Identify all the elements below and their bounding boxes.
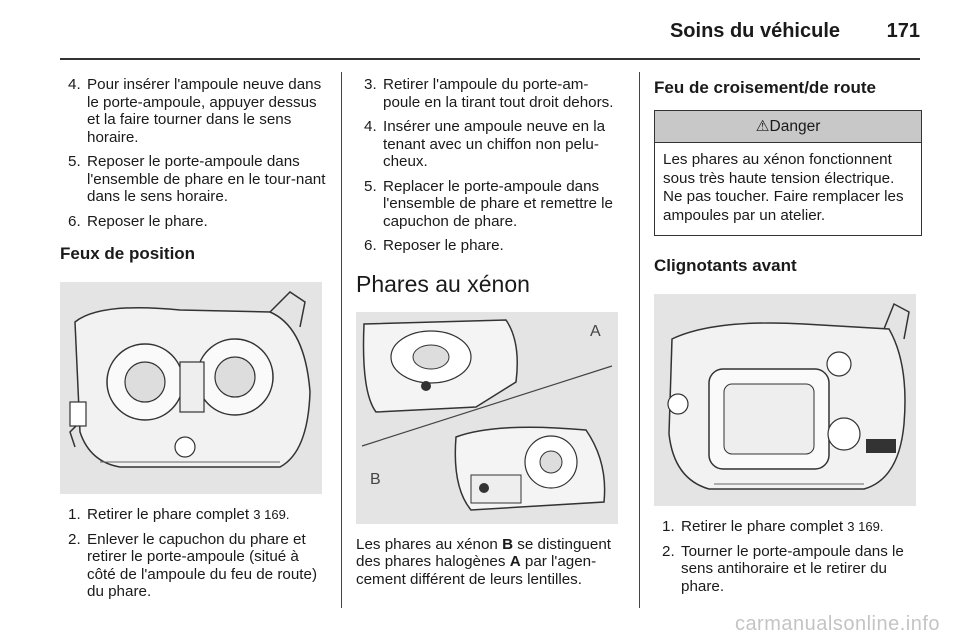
headlamp-rear-figure bbox=[60, 282, 322, 494]
list-item: 6. Reposer le phare. bbox=[68, 212, 208, 230]
list-item: 5. Reposer le porte-ampoule dans l'ensemble de phare en le tour-nant dans le sens horaire. bbox=[68, 153, 326, 205]
list-item: 3. Retirer l'ampoule du porte-am-poule en la tirant tout droit dehors. bbox=[364, 76, 614, 111]
page-number: 171 bbox=[886, 20, 920, 42]
watermark: carmanualsonline.info bbox=[734, 613, 940, 635]
steps-list-top bbox=[60, 76, 328, 230]
chapter-title: Soins du véhicule bbox=[669, 20, 840, 42]
label-a: A bbox=[590, 322, 601, 340]
list-item: 4. Pour insérer l'ampoule neuve dans le porte-ampoule, appuyer dessus et la faire tourner dans le sens horaire. bbox=[68, 76, 322, 146]
list-item: 2. Enlever le capuchon du phare et retirer le porte-ampoule (situé à côté de l'ampoule du feu de route) du phare. bbox=[68, 530, 318, 600]
column-1 bbox=[60, 76, 328, 608]
xenon-vs-halogen-figure bbox=[356, 312, 618, 524]
list-item: 5. Replacer le porte-ampoule dans l'ensemble de phare et remettre le capuchon de phare. bbox=[364, 177, 613, 230]
xenon-description: Les phares au xénon B se distinguent des phares halogènes A par l'agen-cement différent de leurs lentilles. bbox=[356, 535, 611, 588]
danger-text: Les phares au xénon fonctionnent sous très haute tension électrique. Ne pas toucher. Faire remplacer les ampoules par un atelier. bbox=[663, 151, 904, 224]
column-divider-1 bbox=[341, 72, 342, 608]
steps-list bbox=[356, 76, 624, 255]
front-indicator-illustration bbox=[654, 294, 916, 506]
section-heading-front-indicators: Clignotants avant bbox=[654, 256, 797, 275]
page-reference[interactable]: 3 169. bbox=[847, 519, 884, 534]
xenon-comparison-illustration bbox=[356, 312, 618, 524]
column-3 bbox=[654, 76, 922, 602]
danger-title: Danger bbox=[769, 118, 821, 135]
warning-triangle-icon: ⚠ bbox=[755, 118, 770, 135]
column-2 bbox=[356, 76, 624, 588]
steps-list-bottom bbox=[60, 506, 328, 601]
list-item: 4. Insérer une ampoule neuve en la tenant avec un chiffon non pelu-cheux. bbox=[364, 118, 606, 170]
section-heading-low-high-beam: Feu de croisement/de route bbox=[654, 78, 876, 97]
danger-box bbox=[654, 110, 922, 236]
list-item: 1. Retirer le phare complet 3 169. bbox=[662, 518, 884, 535]
list-item: 2. Tourner le porte-ampoule dans le sens antihoraire et le retirer du phare. bbox=[662, 542, 904, 595]
headlamp-rear-illustration bbox=[60, 282, 322, 494]
label-b: B bbox=[370, 470, 381, 488]
page-reference[interactable]: 3 169. bbox=[253, 507, 290, 522]
section-heading-xenon: Phares au xénon bbox=[356, 270, 530, 297]
front-indicator-figure bbox=[654, 294, 916, 506]
steps-list bbox=[654, 518, 922, 595]
list-item: 1. Retirer le phare complet 3 169. bbox=[68, 506, 290, 523]
column-divider-2 bbox=[639, 72, 640, 608]
section-heading-position-lights: Feux de position bbox=[60, 244, 196, 263]
page-header bbox=[60, 18, 920, 48]
list-item: 6. Reposer le phare. bbox=[364, 237, 504, 254]
danger-header bbox=[655, 111, 921, 143]
header-rule bbox=[60, 58, 920, 60]
